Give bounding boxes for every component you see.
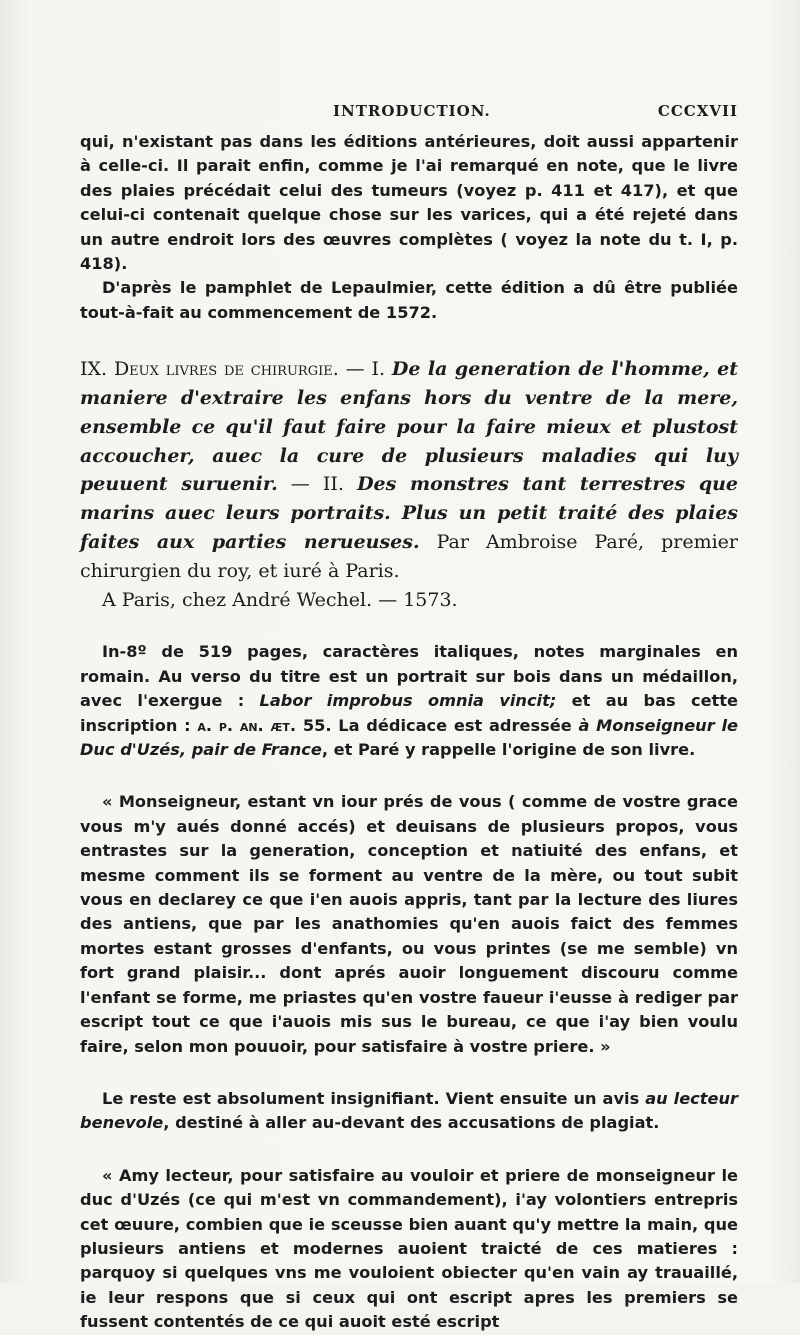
page-number: CCCXVII (657, 102, 738, 120)
paragraph-text: , destiné à aller au-devant des accusations de plagiat. (163, 1113, 660, 1133)
quotation-dedication (80, 790, 738, 1058)
page-header (80, 102, 738, 128)
page-body (80, 130, 738, 1335)
paragraph-avis (80, 1087, 738, 1136)
quotation-text: « Amy lecteur, pour satisfaire au vouloir et priere de monseigneur le duc d'Uzés (ce qui m'est vn commandement), i'ay volontiers entrepris cet œuure, combien que ie sceusse bien auant qu'y mettre la main, que plusieurs antiens et modernes auoient traicté de ces matieres : parquoy si quelques vns me vouloient obiecter qu'en vain ay trauaillé, ie leur respons que si ceux qui ont escript apres les premiers se fussent contentés de ce qui auoit esté escript (80, 1165, 738, 1332)
entry-title-1: De la generation de l'homme, et maniere d'extraire les enfans hors du ventre de la mere, ensemble ce qu'il faut faire pour la faire mieux et plustost accoucher, auec la cure de plusieurs maladies qui luy peuuent suruenir. (80, 358, 738, 496)
portrait-inscription: a. p. an. æt. 55. (197, 715, 332, 735)
entry-sep-2: — II. (277, 473, 358, 496)
quotation-lecteur (80, 1164, 738, 1335)
paragraph-text: qui, n'existant pas dans les éditions antérieures, doit aussi appartenir à celle-ci. Il parait enfin, comme je l'ai remarqué en note, que le livre des plaies précédait celui des tumeurs (voyez p. 411 et 417), et que celui-ci contenait quelque chose sur les varices, qui a été rejeté dans un autre endroit lors des œuvres complètes ( voyez la note du t. I, p. 418). (80, 132, 738, 274)
description-text: , et Paré y rappelle l'origine de son livre. (321, 740, 696, 760)
portrait-motto: Labor improbus omnia vincit; (259, 691, 557, 711)
description-text: La dédicace est adressée (331, 715, 579, 735)
dedicatee: à Monseigneur le Duc d'Uzés, pair de France (80, 715, 738, 760)
quotation-text: « Monseigneur, estant vn iour prés de vous ( comme de vostre grace vous m'y aués donné accés) et deuisans de plusieurs propos, vous entrastes sur la generation, conception et natiuité des enfans, et mesme comment ils se forment au ventre de la mère, ou tout subit vous en declarey ce que i'en auois appris, tant par la lecture des liures des antiens, que par les anathomies qu'en auois faict des femmes mortes estant grosses d'enfants, ou vous printes (se me semble) vn fort grand plaisir... dont aprés auoir longuement discouru comme l'enfant se forme, me priastes qu'en vostre faueur i'eusse à rediger par escript tout ce que i'auois mis sus le bureau, ce que i'ay bien voulu faire, selon mon pouuoir, pour satisfaire à vostre priere. » (80, 792, 738, 1056)
entry-number: IX. (80, 358, 108, 381)
description-text: et au bas cette inscription : (80, 691, 739, 735)
entry-label: Deux livres de chirurgie. (113, 358, 339, 381)
entry-author: Par Ambroise Paré, premier chirurgien du roy, et iuré à Paris. (80, 531, 739, 582)
description-text: In-8º de 519 pages, caractères italiques, notes marginales en romain. Au verso du titre est un portrait sur bois dans un médaillon, avec l'exergue : (80, 642, 738, 711)
paragraph-text: Le reste est absolument insignifiant. Vient ensuite un avis (102, 1088, 646, 1108)
paragraph-continuation (80, 130, 738, 276)
paragraph-text: D'après le pamphlet de Lepaulmier, cette édition a dû être publiée tout-à-fait au commencement de 1572. (80, 278, 738, 322)
avis-title: au lecteur benevole (80, 1088, 739, 1133)
entry-title-2: Des monstres tant terrestres que marins auec leurs portraits. Plus un petit traité des plaies faites aux parties nerueuses. (80, 473, 738, 554)
entry-imprint (80, 586, 738, 615)
bibliography-entry-ix (80, 355, 738, 585)
running-title: INTRODUCTION. (333, 102, 491, 120)
paragraph-date-note (80, 276, 738, 325)
imprint-text: A Paris, chez André Wechel. — 1573. (102, 588, 458, 611)
entry-sep: — I. (338, 358, 392, 381)
paragraph-description (80, 640, 738, 762)
